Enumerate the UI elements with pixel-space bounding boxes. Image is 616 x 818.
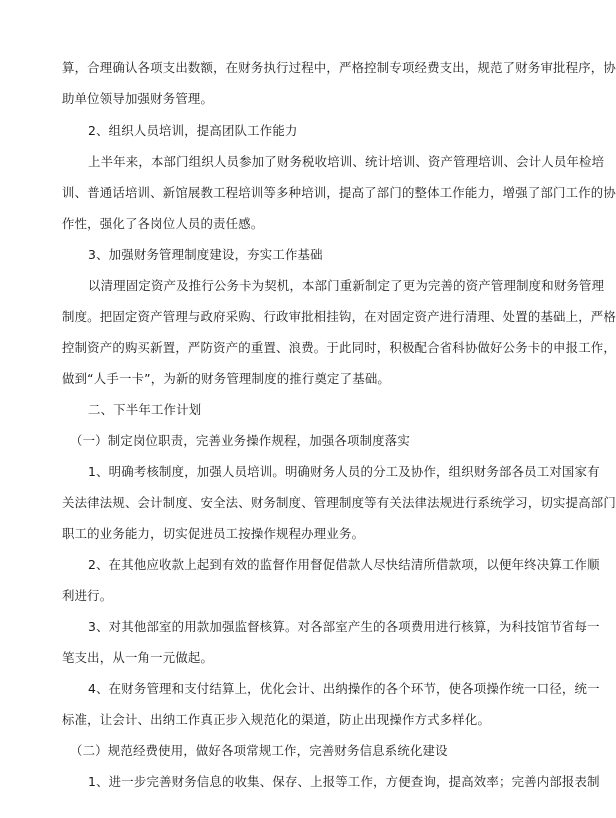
- paragraph-line: 控制资产的购买新置，严防资产的重置、浪费。于此同时，积极配合省科协做好公务卡的申报工作，: [62, 340, 616, 355]
- section-heading: 3、加强财务管理制度建设，夯实工作基础: [88, 247, 323, 262]
- paragraph-line: 职工的业务能力，切实促进员工按操作规程办理业务。: [62, 526, 365, 541]
- subsection-heading: （二）规范经费使用，做好各项常规工作，完善财务信息系统化建设: [70, 743, 448, 758]
- paragraph-line: 4、在财务管理和支付结算上，优化会计、出纳操作的各个环节，使各项操作统一口径，统一: [88, 681, 600, 696]
- paragraph-line: 做到“人手一卡”，为新的财务管理制度的推行奠定了基础。: [62, 371, 391, 386]
- paragraph-line: 算，合理确认各项支出数额，在财务执行过程中，严格控制专项经费支出，规范了财务审批程序，协: [62, 60, 616, 75]
- section-heading: 二、下半年工作计划: [88, 402, 202, 417]
- paragraph-line: 训、普通话培训、新馆展教工程培训等多种培训，提高了部门的整体工作能力，增强了部门工作的协: [62, 185, 616, 200]
- paragraph-line: 笔支出，从一角一元做起。: [62, 650, 214, 665]
- paragraph-line: 制度。把固定资产管理与政府采购、行政审批相挂钩，在对固定资产进行清理、处置的基础上，严格: [62, 309, 616, 324]
- paragraph-line: 关法律法规、会计制度、安全法、财务制度、管理制度等有关法律法规进行系统学习，切实提高部门: [62, 495, 616, 510]
- paragraph-line: 1、进一步完善财务信息的收集、保存、上报等工作，方便查询，提高效率；完善内部报表制: [88, 774, 600, 789]
- paragraph-line: 3、对其他部室的用款加强监督核算。对各部室产生的各项费用进行核算，为科技馆节省每一: [88, 619, 600, 634]
- subsection-heading: （一）制定岗位职责，完善业务操作规程，加强各项制度落实: [70, 433, 410, 448]
- paragraph-line: 上半年来，本部门组织人员参加了财务税收培训、统计培训、资产管理培训、会计人员年检培: [88, 154, 605, 169]
- paragraph-line: 以清理固定资产及推行公务卡为契机，本部门重新制定了更为完善的资产管理制度和财务管理: [88, 278, 605, 293]
- paragraph-line: 助单位领导加强财务管理。: [62, 91, 214, 106]
- paragraph-line: 1、明确考核制度，加强人员培训。明确财务人员的分工及协作，组织财务部各员工对国家有: [88, 464, 600, 479]
- paragraph-line: 标准，让会计、出纳工作真正步入规范化的渠道，防止出现操作方式多样化。: [62, 712, 491, 727]
- paragraph-line: 2、在其他应收款上起到有效的监督作用督促借款人尽快结清所借款项，以便年终决算工作顺: [88, 557, 600, 572]
- paragraph-line: 作性，强化了各岗位人员的责任感。: [62, 216, 264, 231]
- section-heading: 2、组织人员培训，提高团队工作能力: [88, 123, 298, 138]
- paragraph-line: 利进行。: [62, 588, 113, 603]
